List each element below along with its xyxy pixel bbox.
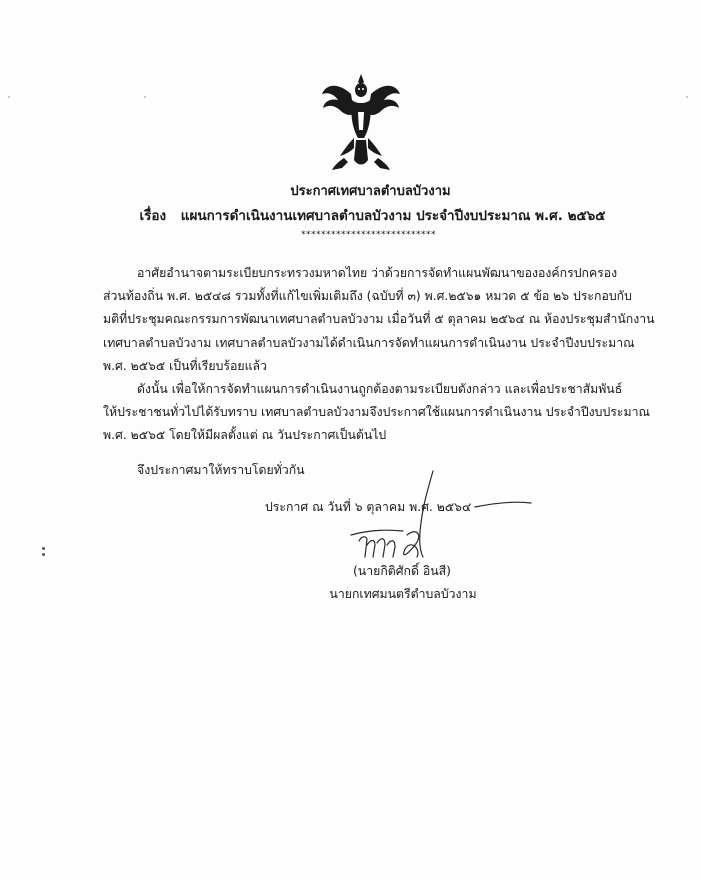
scan-speck: [8, 96, 10, 98]
closing-statement: จึงประกาศมาให้ทราบโดยทั่วกัน: [137, 463, 305, 477]
paragraph-2: [103, 378, 668, 448]
document-subject: [22, 204, 701, 226]
scan-speck: [144, 96, 146, 98]
subject-text: แผนการดำเนินงานเทศบาลตำบลบัวงาม ประจำปีงบประมาณ พ.ศ. ๒๕๖๕: [180, 208, 606, 224]
garuda-emblem-icon: [318, 72, 404, 172]
handwritten-signature: [345, 465, 535, 575]
paragraph-line: อาศัยอำนาจตามระเบียบกระทรวงมหาดไทย ว่าด้วยการจัดทำแผนพัฒนาขององค์กรปกครอง: [137, 266, 618, 280]
scan-speck: [42, 547, 45, 550]
subject-label: เรื่อง: [139, 208, 167, 224]
paragraph-line: พ.ศ. ๒๕๖๕ โดยให้มีผลตั้งแต่ ณ วันประกาศเป็นต้นไป: [103, 428, 387, 443]
signer-name: (นายกิติศักดิ์ อินสี): [353, 564, 451, 578]
paragraph-1: [103, 262, 668, 378]
paragraph-line: ให้ประชาชนทั่วไปได้รับทราบ เทศบาลตำบลบัวงามจึงประกาศใช้แผนการดำเนินงาน ประจำปีงบประมาณ: [103, 405, 650, 420]
paragraph-line: มติที่ประชุมคณะกรรมการพัฒนาเทศบาลตำบลบัวงาม เมื่อวันที่ ๕ ตุลาคม ๒๕๖๔ ณ ห้องประชุมสำนักงาน: [103, 312, 655, 327]
paragraph-line: ดังนั้น เพื่อให้การจัดทำแผนการดำเนินงานถูกต้องตามระเบียบดังกล่าว และเพื่อประชาสัมพันธ์: [137, 382, 623, 396]
paragraph-line: เทศบาลตำบลบัวงาม เทศบาลตำบลบัวงามได้ดำเนินการจัดทำแผนการดำเนินงาน ประจำปีงบประมาณ: [103, 335, 635, 350]
separator: ***************************: [301, 230, 436, 240]
paragraph-line: ส่วนท้องถิ่น พ.ศ. ๒๕๔๘ รวมทั้งที่แก้ไขเพิ่มเติมถึง (ฉบับที่ ๓) พ.ศ.๒๕๖๑ หมวด ๕ ข้อ ๒๖ ประกอบกับ: [103, 289, 632, 304]
paragraph-line: พ.ศ. ๒๕๖๕ เป็นที่เรียบร้อยแล้ว: [103, 358, 267, 373]
scan-speck: [42, 553, 45, 556]
scan-speck: [686, 96, 688, 98]
document-title: ประกาศเทศบาลตำบลบัวงาม: [290, 184, 451, 199]
signer-title: นายกเทศมนตรีตำบลบัวงาม: [329, 587, 477, 601]
announcement-date: ประกาศ ณ วันที่ ๖ ตุลาคม พ.ศ. ๒๕๖๔: [265, 500, 472, 514]
